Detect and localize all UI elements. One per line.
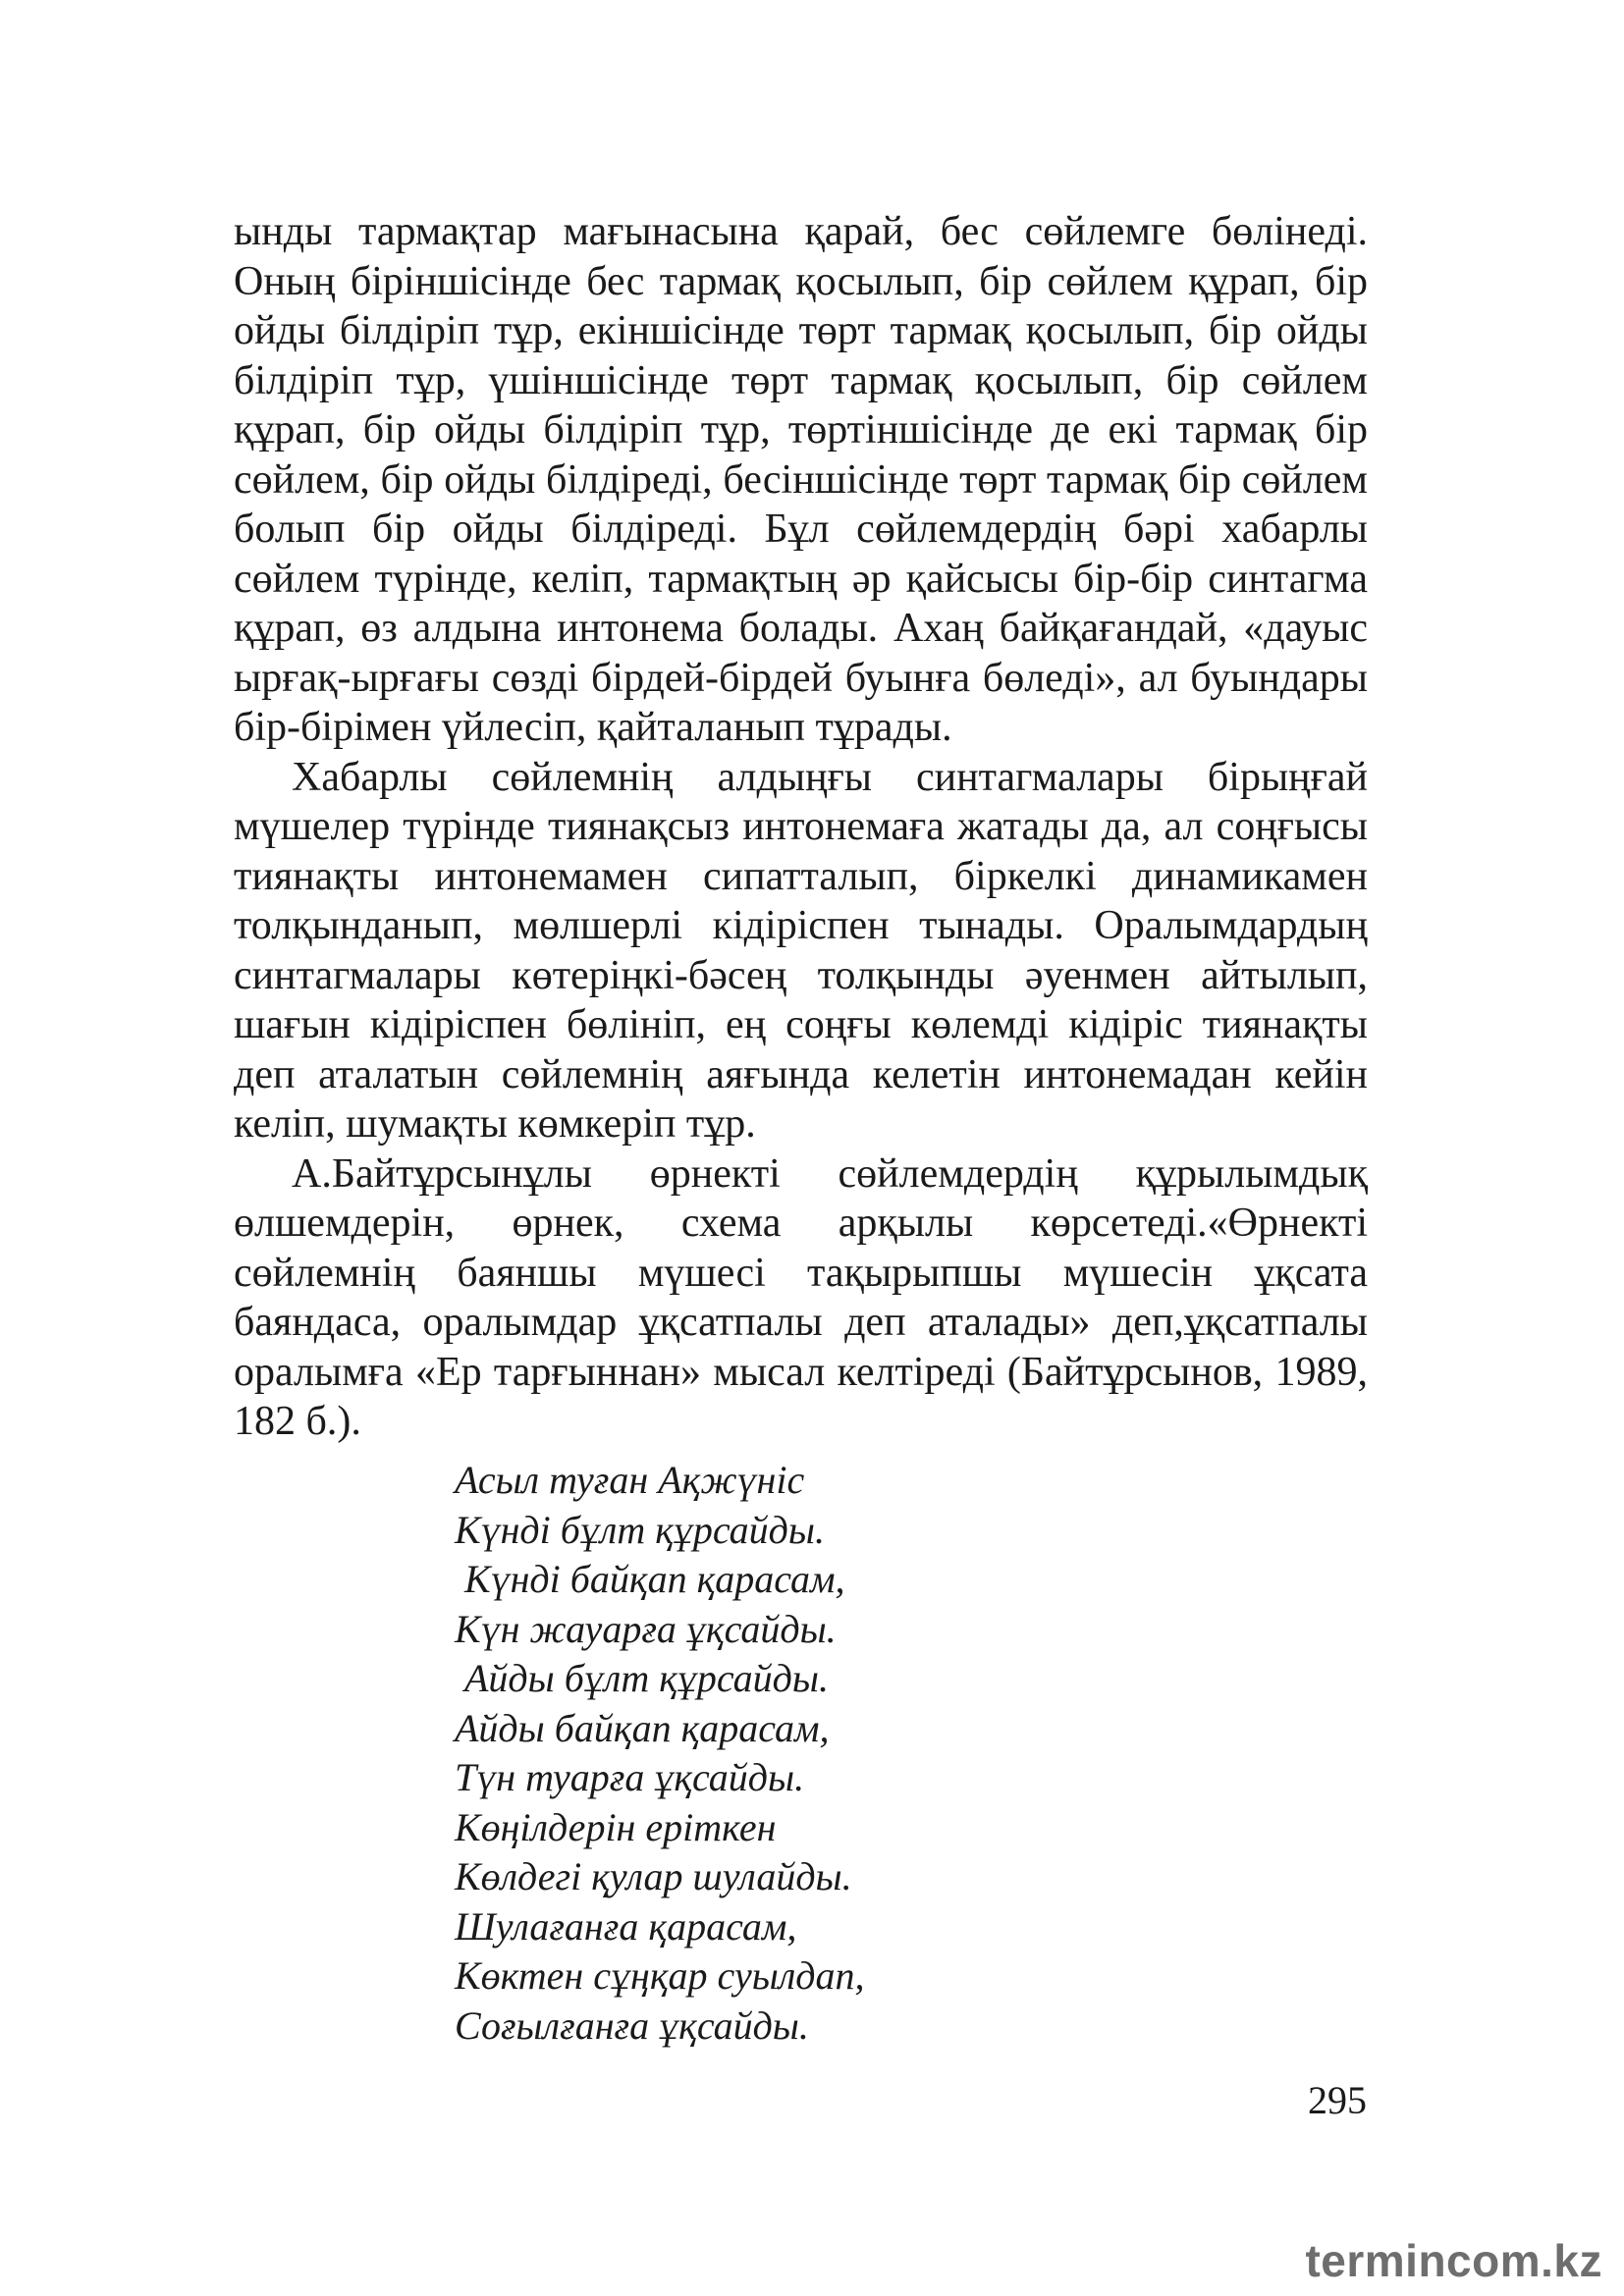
poem-line: Айды байқап қарасам, [455,1705,830,1750]
page-number: 295 [1308,2078,1367,2122]
poem-line: Күн жауарға ұқсайды. [455,1606,837,1651]
watermark-logo: termincom.kz [1305,2235,1602,2286]
poem-line: Түн туарға ұқсайды. [455,1755,805,1799]
paragraph: А.Байтұрсынұлы өрнекті сөйлемдердің құрылымдық өлшемдерін, өрнек, схема арқылы көрсетеді.«Өрнекті сөйлемнің баяншы мүшесі тақырыпшы мүшесін ұқсата баяндаса, оралымдар ұқсатпалы деп аталады» деп,ұқсатпалы оралымға «Ер тарғыннан» мысал келтіреді (Байтұрсынов, 1989, 182 б.). [234,1150,1368,1444]
poem-line: Күнді байқап қарасам, [455,1557,845,1601]
paragraph: Хабарлы сөйлемнің алдыңғы синтагмалары бірыңғай мүшелер түрінде тиянақсыз интонемаға жатады да, ал соңғысы тиянақты интонемамен сипатталып, біркелкі динамикамен толқынданып, мөлшерлі кідіріспен тынады. Оралымдардың синтагмалары көтеріңкі-бәсең толқынды әуенмен айтылып, шағын кідіріспен бөлініп, ең соңғы көлемді кідіріс тиянақты деп аталатын сөйлемнің аяғында келетін интонемадан кейін келіп, шумақты көмкеріп тұр. [234,754,1368,1147]
poem-line: Көңілдерін еріткен [455,1804,777,1849]
poem-line: Асыл туған Ақжүніс [455,1458,805,1502]
body-text [234,207,1368,1447]
poem-line: Күнді бұлт құрсайды. [455,1507,825,1552]
poem-quote [455,1456,1240,2051]
poem-line: Соғылғанға ұқсайды. [455,2002,809,2048]
poem-line: Шулағанға қарасам, [455,1903,797,1949]
poem-line: Көлдегі қулар шулайды. [455,1854,852,1898]
poem-line: Көктен сұңқар суылдап, [455,1953,865,1998]
paragraph: ынды тармақтар мағынасына қарай, бес сөйлемге бөлінеді. Оның біріншісінде бес тармақ қосылып, бір сөйлем құрап, бір ойды білдіріп тұр, екіншісінде төрт тармақ қосылып, бір ойды білдіріп тұр, үшіншісінде төрт тармақ қосылып, бір сөйлем құрап, бір ойды білдіріп тұр, төртіншісінде де екі тармақ бір сөйлем, бір ойды білдіреді, бесіншісінде төрт тармақ бір сөйлем болып бір ойды білдіреді. Бұл сөйлемдердің бәрі хабарлы сөйлем түрінде, келіп, тармақтың әр қайсысы бір-бір синтагма құрап, өз алдына интонема болады. Ахаң байқағандай, «дауыс ырғақ-ырғағы сөзді бірдей-бірдей буынға бөледі», ал буындары бір-бірімен үйлесіп, қайталанып тұрады. [234,209,1368,750]
poem-line: Айды бұлт құрсайды. [455,1656,829,1700]
